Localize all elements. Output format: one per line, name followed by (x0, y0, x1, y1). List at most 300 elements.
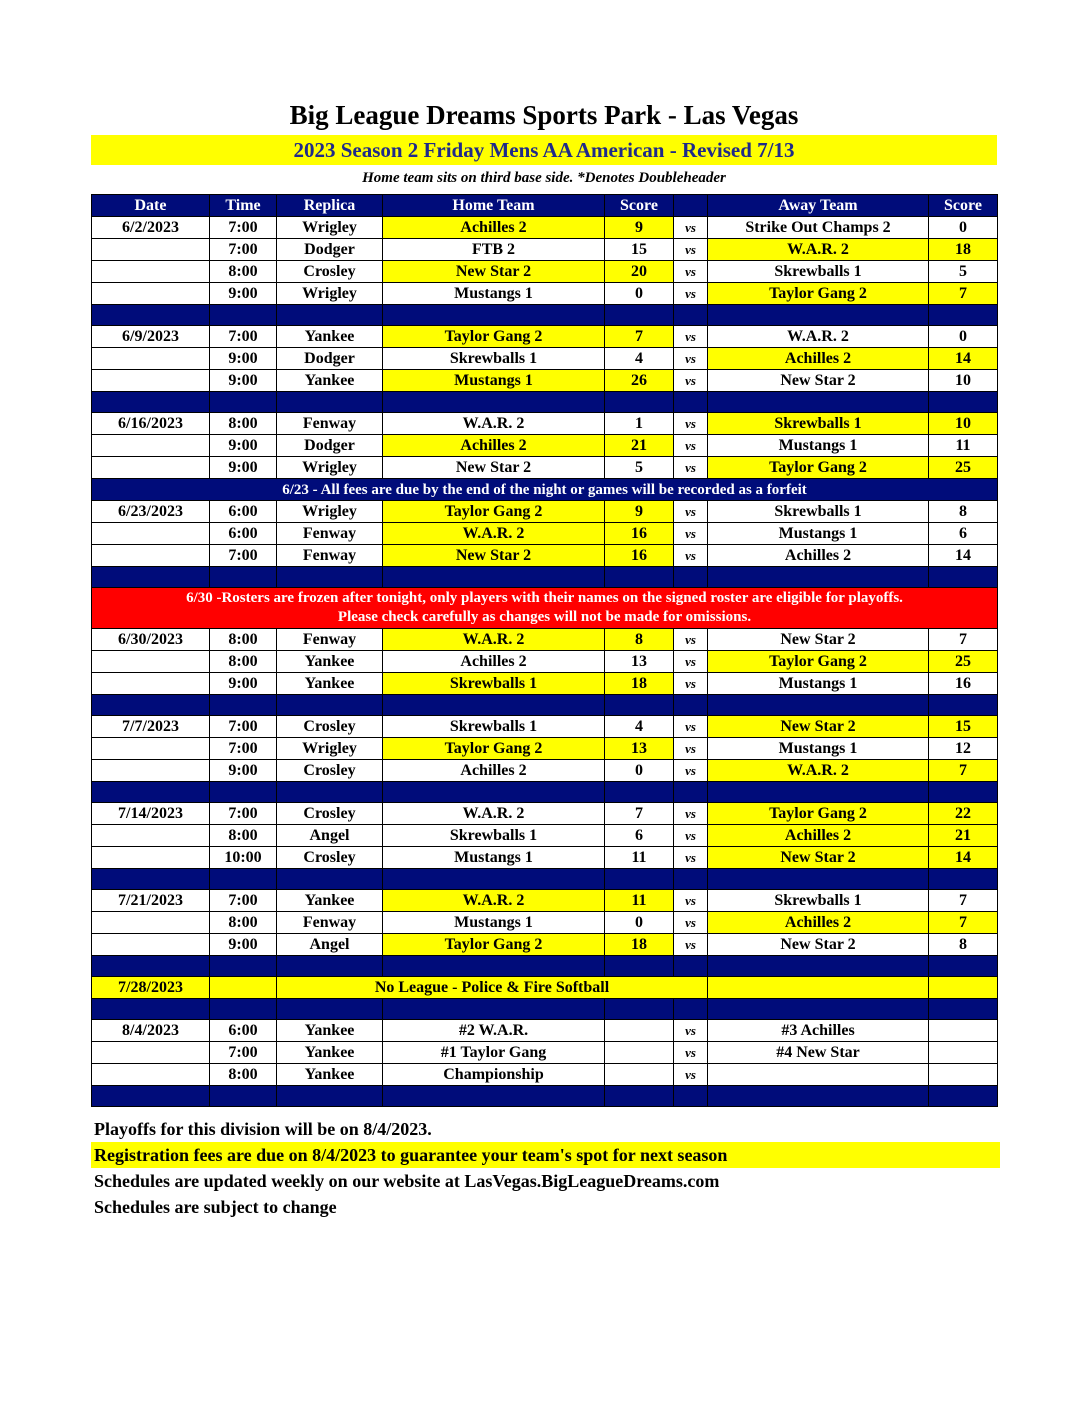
date-cell (92, 348, 210, 370)
home-team-cell: Skrewballs 1 (383, 348, 605, 370)
home-score-cell: 6 (605, 825, 674, 847)
home-score-cell: 20 (605, 261, 674, 283)
home-team-cell: #2 W.A.R. (383, 1020, 605, 1042)
separator-cell (210, 956, 277, 977)
game-row (92, 716, 998, 738)
time-cell: 7:00 (210, 803, 277, 825)
separator-cell (383, 305, 605, 326)
footer-website: Schedules are updated weekly on our website at LasVegas.BigLeagueDreams.com (94, 1171, 720, 1191)
vs-cell: vs (674, 1042, 708, 1064)
vs-cell: vs (674, 716, 708, 738)
home-team-cell: Skrewballs 1 (383, 716, 605, 738)
game-row (92, 1042, 998, 1064)
game-row (92, 457, 998, 479)
date-cell: 7/28/2023 (92, 977, 210, 999)
table-header-row (92, 195, 998, 217)
time-cell: 8:00 (210, 912, 277, 934)
vs-cell: vs (674, 370, 708, 392)
column-header: Away Team (708, 195, 929, 217)
game-row (92, 912, 998, 934)
home-team-cell: Achilles 2 (383, 760, 605, 782)
away-team-cell: New Star 2 (708, 934, 929, 956)
game-row (92, 523, 998, 545)
column-header: Date (92, 195, 210, 217)
separator-cell (605, 392, 674, 413)
page-subtitle: 2023 Season 2 Friday Mens AA American - Revised 7/13 (91, 135, 997, 165)
away-team-cell: Taylor Gang 2 (708, 457, 929, 479)
separator-cell (92, 567, 210, 588)
date-cell (92, 457, 210, 479)
separator-cell (929, 999, 998, 1020)
field-cell: Yankee (277, 1020, 383, 1042)
separator-row (92, 1086, 998, 1107)
separator-cell (383, 956, 605, 977)
field-cell: Fenway (277, 545, 383, 567)
separator-row (92, 695, 998, 716)
home-team-cell: W.A.R. 2 (383, 890, 605, 912)
home-score-cell: 1 (605, 413, 674, 435)
separator-cell (674, 305, 708, 326)
date-cell (92, 545, 210, 567)
separator-cell (605, 567, 674, 588)
home-team-cell: Skrewballs 1 (383, 673, 605, 695)
home-score-cell: 13 (605, 738, 674, 760)
separator-cell (383, 695, 605, 716)
home-score-cell: 9 (605, 501, 674, 523)
away-team-cell (708, 977, 929, 999)
schedule-table (91, 194, 998, 1107)
field-cell: Fenway (277, 413, 383, 435)
time-cell (210, 977, 277, 999)
home-score-cell (605, 1020, 674, 1042)
away-score-cell: 7 (929, 890, 998, 912)
game-row (92, 545, 998, 567)
home-score-cell: 9 (605, 217, 674, 239)
date-cell: 6/30/2023 (92, 629, 210, 651)
separator-cell (92, 956, 210, 977)
game-row (92, 217, 998, 239)
separator-cell (929, 567, 998, 588)
time-cell: 6:00 (210, 501, 277, 523)
home-team-cell: Mustangs 1 (383, 283, 605, 305)
field-cell: Crosley (277, 760, 383, 782)
home-score-cell: 0 (605, 912, 674, 934)
home-team-note: Home team sits on third base side. *Denotes Doubleheader (362, 170, 726, 186)
game-row (92, 890, 998, 912)
home-team-cell: Taylor Gang 2 (383, 934, 605, 956)
date-cell: 7/21/2023 (92, 890, 210, 912)
field-cell: Fenway (277, 523, 383, 545)
vs-cell: vs (674, 629, 708, 651)
home-score-cell: 26 (605, 370, 674, 392)
away-score-cell: 12 (929, 738, 998, 760)
vs-cell: vs (674, 413, 708, 435)
time-cell: 7:00 (210, 239, 277, 261)
separator-cell (708, 695, 929, 716)
away-team-cell: Mustangs 1 (708, 523, 929, 545)
vs-cell: vs (674, 217, 708, 239)
field-cell: Fenway (277, 629, 383, 651)
away-score-cell (929, 1064, 998, 1086)
date-cell (92, 1042, 210, 1064)
separator-cell (708, 869, 929, 890)
home-team-cell: W.A.R. 2 (383, 803, 605, 825)
time-cell: 7:00 (210, 1042, 277, 1064)
away-team-cell: Taylor Gang 2 (708, 283, 929, 305)
game-row (92, 1064, 998, 1086)
away-team-cell: Mustangs 1 (708, 435, 929, 457)
field-cell: Yankee (277, 370, 383, 392)
vs-cell: vs (674, 545, 708, 567)
separator-row (92, 567, 998, 588)
away-team-cell: Achilles 2 (708, 825, 929, 847)
separator-cell (210, 392, 277, 413)
separator-cell (383, 869, 605, 890)
column-header: Time (210, 195, 277, 217)
away-team-cell: W.A.R. 2 (708, 326, 929, 348)
separator-cell (383, 999, 605, 1020)
separator-cell (708, 305, 929, 326)
game-row (92, 847, 998, 869)
date-cell: 7/14/2023 (92, 803, 210, 825)
separator-cell (674, 999, 708, 1020)
date-cell: 6/23/2023 (92, 501, 210, 523)
away-score-cell: 16 (929, 673, 998, 695)
time-cell: 7:00 (210, 890, 277, 912)
field-cell: Fenway (277, 912, 383, 934)
away-team-cell: New Star 2 (708, 847, 929, 869)
time-cell: 9:00 (210, 673, 277, 695)
home-score-cell: 7 (605, 803, 674, 825)
away-team-cell: Skrewballs 1 (708, 890, 929, 912)
time-cell: 9:00 (210, 934, 277, 956)
vs-cell: vs (674, 239, 708, 261)
home-team-cell: Mustangs 1 (383, 912, 605, 934)
field-cell: Dodger (277, 348, 383, 370)
vs-cell: vs (674, 651, 708, 673)
game-row (92, 803, 998, 825)
away-score-cell: 15 (929, 716, 998, 738)
separator-cell (674, 869, 708, 890)
away-score-cell: 25 (929, 457, 998, 479)
game-row (92, 501, 998, 523)
time-cell: 7:00 (210, 217, 277, 239)
field-cell: Dodger (277, 239, 383, 261)
home-team-cell: W.A.R. 2 (383, 523, 605, 545)
away-score-cell: 25 (929, 651, 998, 673)
game-row (92, 825, 998, 847)
time-cell: 8:00 (210, 651, 277, 673)
date-cell (92, 912, 210, 934)
column-header: Score (605, 195, 674, 217)
schedule-body (92, 217, 998, 1107)
vs-cell: vs (674, 912, 708, 934)
separator-cell (92, 782, 210, 803)
column-header (674, 195, 708, 217)
field-cell: Crosley (277, 847, 383, 869)
date-cell: 7/7/2023 (92, 716, 210, 738)
separator-cell (92, 869, 210, 890)
away-score-cell (929, 1020, 998, 1042)
away-team-cell: Skrewballs 1 (708, 501, 929, 523)
separator-row (92, 999, 998, 1020)
date-cell (92, 239, 210, 261)
home-team-cell: W.A.R. 2 (383, 413, 605, 435)
separator-cell (708, 999, 929, 1020)
vs-cell: vs (674, 348, 708, 370)
date-cell (92, 370, 210, 392)
home-team-cell: Taylor Gang 2 (383, 326, 605, 348)
roster-warning-row (92, 588, 998, 629)
away-score-cell (929, 977, 998, 999)
separator-cell (210, 695, 277, 716)
away-team-cell: W.A.R. 2 (708, 760, 929, 782)
game-row (92, 673, 998, 695)
time-cell: 7:00 (210, 545, 277, 567)
separator-cell (210, 567, 277, 588)
game-row (92, 326, 998, 348)
separator-cell (210, 999, 277, 1020)
date-cell: 6/9/2023 (92, 326, 210, 348)
time-cell: 9:00 (210, 370, 277, 392)
field-cell: Wrigley (277, 217, 383, 239)
column-header: Score (929, 195, 998, 217)
separator-cell (708, 567, 929, 588)
separator-cell (674, 956, 708, 977)
away-score-cell: 0 (929, 217, 998, 239)
home-score-cell: 0 (605, 760, 674, 782)
home-team-cell: Achilles 2 (383, 435, 605, 457)
away-team-cell: Achilles 2 (708, 912, 929, 934)
separator-cell (708, 782, 929, 803)
game-row (92, 239, 998, 261)
away-score-cell: 5 (929, 261, 998, 283)
away-team-cell: New Star 2 (708, 629, 929, 651)
away-score-cell: 6 (929, 523, 998, 545)
game-row (92, 760, 998, 782)
separator-cell (277, 392, 383, 413)
date-cell: 6/16/2023 (92, 413, 210, 435)
field-cell: Wrigley (277, 457, 383, 479)
home-score-cell: 18 (605, 673, 674, 695)
separator-cell (383, 782, 605, 803)
away-score-cell: 7 (929, 629, 998, 651)
home-team-cell: Skrewballs 1 (383, 825, 605, 847)
separator-cell (277, 956, 383, 977)
separator-cell (92, 305, 210, 326)
home-team-cell: Taylor Gang 2 (383, 501, 605, 523)
separator-cell (674, 695, 708, 716)
time-cell: 9:00 (210, 760, 277, 782)
field-cell: Yankee (277, 1064, 383, 1086)
away-team-cell: Skrewballs 1 (708, 261, 929, 283)
separator-row (92, 305, 998, 326)
separator-cell (929, 782, 998, 803)
separator-cell (708, 392, 929, 413)
separator-row (92, 782, 998, 803)
footer-playoffs: Playoffs for this division will be on 8/4/2023. (94, 1119, 432, 1139)
date-cell (92, 651, 210, 673)
separator-cell (605, 1086, 674, 1107)
field-cell: Crosley (277, 716, 383, 738)
game-row (92, 934, 998, 956)
separator-cell (277, 869, 383, 890)
date-cell (92, 825, 210, 847)
separator-cell (92, 1086, 210, 1107)
vs-cell: vs (674, 435, 708, 457)
home-score-cell (605, 1042, 674, 1064)
separator-cell (674, 392, 708, 413)
away-team-cell: Mustangs 1 (708, 673, 929, 695)
field-cell: Yankee (277, 651, 383, 673)
field-cell: Crosley (277, 261, 383, 283)
game-row (92, 651, 998, 673)
separator-cell (674, 567, 708, 588)
away-score-cell: 7 (929, 912, 998, 934)
away-team-cell: Taylor Gang 2 (708, 803, 929, 825)
away-team-cell: Mustangs 1 (708, 738, 929, 760)
away-team-cell: Achilles 2 (708, 348, 929, 370)
away-team-cell: Skrewballs 1 (708, 413, 929, 435)
away-team-cell: New Star 2 (708, 716, 929, 738)
vs-cell: vs (674, 261, 708, 283)
date-cell (92, 847, 210, 869)
home-score-cell: 13 (605, 651, 674, 673)
away-team-cell: New Star 2 (708, 370, 929, 392)
time-cell: 7:00 (210, 326, 277, 348)
home-score-cell: 0 (605, 283, 674, 305)
away-team-cell: W.A.R. 2 (708, 239, 929, 261)
separator-cell (277, 999, 383, 1020)
home-team-cell: Taylor Gang 2 (383, 738, 605, 760)
time-cell: 8:00 (210, 261, 277, 283)
away-score-cell: 18 (929, 239, 998, 261)
vs-cell: vs (674, 1020, 708, 1042)
field-cell: Crosley (277, 803, 383, 825)
vs-cell: vs (674, 803, 708, 825)
separator-cell (210, 869, 277, 890)
vs-cell: vs (674, 760, 708, 782)
home-score-cell: 21 (605, 435, 674, 457)
separator-cell (605, 305, 674, 326)
date-cell (92, 760, 210, 782)
game-row (92, 348, 998, 370)
separator-cell (383, 392, 605, 413)
separator-cell (277, 1086, 383, 1107)
away-score-cell: 14 (929, 348, 998, 370)
vs-cell: vs (674, 523, 708, 545)
home-team-cell: Championship (383, 1064, 605, 1086)
vs-cell: vs (674, 847, 708, 869)
game-row (92, 261, 998, 283)
separator-row (92, 956, 998, 977)
home-score-cell: 18 (605, 934, 674, 956)
time-cell: 7:00 (210, 716, 277, 738)
home-score-cell: 5 (605, 457, 674, 479)
no-league-cell: No League - Police & Fire Softball (277, 977, 708, 999)
time-cell: 9:00 (210, 435, 277, 457)
away-score-cell: 11 (929, 435, 998, 457)
field-cell: Dodger (277, 435, 383, 457)
away-team-cell: #4 New Star (708, 1042, 929, 1064)
column-header: Replica (277, 195, 383, 217)
home-team-cell: New Star 2 (383, 457, 605, 479)
separator-cell (929, 392, 998, 413)
separator-cell (210, 1086, 277, 1107)
home-score-cell: 4 (605, 348, 674, 370)
separator-cell (605, 695, 674, 716)
away-team-cell: Taylor Gang 2 (708, 651, 929, 673)
game-row (92, 283, 998, 305)
away-team-cell: Achilles 2 (708, 545, 929, 567)
time-cell: 9:00 (210, 457, 277, 479)
separator-cell (929, 305, 998, 326)
away-score-cell: 0 (929, 326, 998, 348)
away-team-cell (708, 1064, 929, 1086)
date-cell (92, 1064, 210, 1086)
date-cell (92, 261, 210, 283)
time-cell: 9:00 (210, 283, 277, 305)
separator-cell (605, 869, 674, 890)
date-cell (92, 738, 210, 760)
time-cell: 8:00 (210, 629, 277, 651)
page-title: Big League Dreams Sports Park - Las Vegas (289, 100, 799, 130)
field-cell: Wrigley (277, 501, 383, 523)
home-team-cell: FTB 2 (383, 239, 605, 261)
home-score-cell: 11 (605, 890, 674, 912)
separator-cell (383, 1086, 605, 1107)
separator-cell (92, 695, 210, 716)
roster-warning-cell (92, 588, 998, 629)
separator-cell (92, 999, 210, 1020)
separator-cell (92, 392, 210, 413)
time-cell: 10:00 (210, 847, 277, 869)
time-cell: 6:00 (210, 1020, 277, 1042)
date-cell: 6/2/2023 (92, 217, 210, 239)
date-cell (92, 673, 210, 695)
separator-cell (210, 305, 277, 326)
away-team-cell: Strike Out Champs 2 (708, 217, 929, 239)
separator-cell (674, 782, 708, 803)
away-score-cell: 10 (929, 413, 998, 435)
time-cell: 9:00 (210, 348, 277, 370)
vs-cell: vs (674, 825, 708, 847)
game-row (92, 629, 998, 651)
no-league-row (92, 977, 998, 999)
separator-cell (277, 782, 383, 803)
date-cell (92, 283, 210, 305)
away-team-cell: #3 Achilles (708, 1020, 929, 1042)
game-row (92, 435, 998, 457)
separator-cell (277, 567, 383, 588)
away-score-cell: 8 (929, 934, 998, 956)
home-score-cell: 16 (605, 545, 674, 567)
separator-cell (929, 695, 998, 716)
time-cell: 8:00 (210, 413, 277, 435)
away-score-cell: 21 (929, 825, 998, 847)
vs-cell: vs (674, 501, 708, 523)
separator-cell (383, 567, 605, 588)
field-cell: Wrigley (277, 283, 383, 305)
field-cell: Yankee (277, 326, 383, 348)
time-cell: 8:00 (210, 1064, 277, 1086)
date-cell: 8/4/2023 (92, 1020, 210, 1042)
home-score-cell: 7 (605, 326, 674, 348)
separator-cell (708, 956, 929, 977)
date-cell (92, 523, 210, 545)
separator-cell (210, 782, 277, 803)
separator-row (92, 869, 998, 890)
